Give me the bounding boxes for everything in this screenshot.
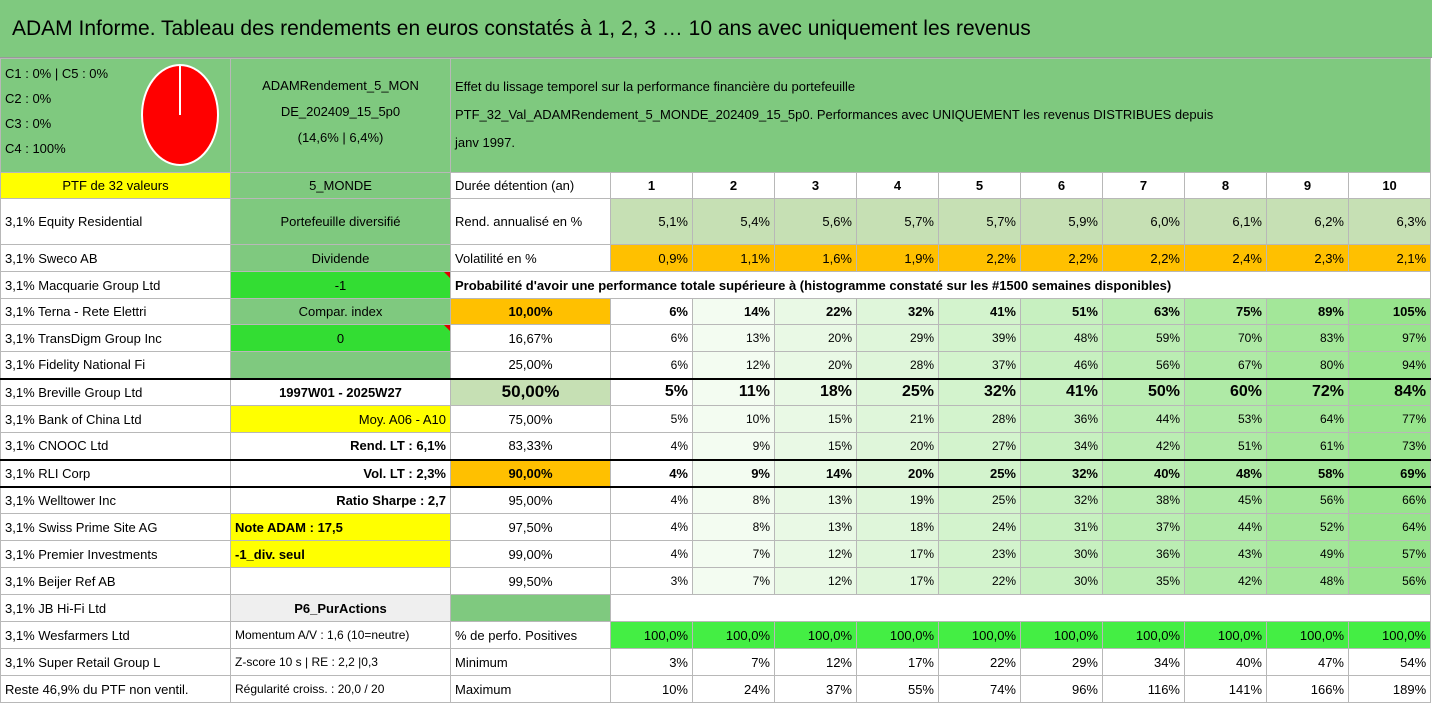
proba-value-cell[interactable]: 32% xyxy=(857,299,939,325)
proba-threshold-cell[interactable]: 90,00% xyxy=(451,460,611,487)
proba-value-cell[interactable]: 6% xyxy=(611,325,693,352)
proba-value-cell[interactable]: 73% xyxy=(1349,433,1431,460)
holding-cell[interactable]: 3,1% Wesfarmers Ltd xyxy=(1,622,231,649)
allocation-line: C2 : 0% xyxy=(5,91,52,106)
proba-value-cell[interactable]: 43% xyxy=(1185,541,1267,568)
proba-threshold-cell[interactable]: 25,00% xyxy=(451,352,611,379)
holding-cell[interactable]: 3,1% Welltower Inc xyxy=(1,487,231,514)
min-value-cell[interactable]: 54% xyxy=(1349,649,1431,676)
proba-value-cell[interactable]: 20% xyxy=(775,352,857,379)
proba-value-cell[interactable]: 18% xyxy=(857,514,939,541)
proba-value-cell[interactable]: 11% xyxy=(693,379,775,406)
holding-cell[interactable]: 3,1% TransDigm Group Inc xyxy=(1,325,231,352)
proba-value-cell[interactable]: 51% xyxy=(1185,433,1267,460)
proba-value-cell[interactable]: 39% xyxy=(939,325,1021,352)
vol-value-cell[interactable]: 2,3% xyxy=(1267,245,1349,272)
proba-value-cell[interactable]: 30% xyxy=(1021,541,1103,568)
blank-cell[interactable] xyxy=(611,595,1431,622)
proba-value-cell[interactable]: 66% xyxy=(1349,487,1431,514)
proba-value-cell[interactable]: 25% xyxy=(857,379,939,406)
holding-cell[interactable]: 3,1% Bank of China Ltd xyxy=(1,406,231,433)
info-cell[interactable]: Z-score 10 s | RE : 2,2 |0,3 xyxy=(231,649,451,676)
proba-value-cell[interactable]: 30% xyxy=(1021,568,1103,595)
max-value-cell[interactable]: 55% xyxy=(857,676,939,703)
proba-threshold-cell[interactable]: 75,00% xyxy=(451,406,611,433)
proba-value-cell[interactable]: 44% xyxy=(1185,514,1267,541)
year-header-cell[interactable]: 6 xyxy=(1021,173,1103,199)
proba-value-cell[interactable]: 44% xyxy=(1103,406,1185,433)
proba-value-cell[interactable]: 27% xyxy=(939,433,1021,460)
proba-value-cell[interactable]: 12% xyxy=(775,568,857,595)
proba-value-cell[interactable]: 42% xyxy=(1103,433,1185,460)
proba-value-cell[interactable]: 36% xyxy=(1103,541,1185,568)
proba-value-cell[interactable]: 94% xyxy=(1349,352,1431,379)
vol-value-cell[interactable]: 0,9% xyxy=(611,245,693,272)
info-cell[interactable]: 0 xyxy=(231,325,451,352)
proba-value-cell[interactable]: 84% xyxy=(1349,379,1431,406)
proba-value-cell[interactable]: 6% xyxy=(611,352,693,379)
info-cell[interactable]: Momentum A/V : 1,6 (10=neutre) xyxy=(231,622,451,649)
proba-value-cell[interactable]: 56% xyxy=(1103,352,1185,379)
allocation-line: C4 : 100% xyxy=(5,141,66,156)
description-line: PTF_32_Val_ADAMRendement_5_MONDE_202409_15_5p0. Performances avec UNIQUEMENT les revenus DISTRIBUES depuis xyxy=(455,107,1214,122)
holding-cell[interactable]: 3,1% RLI Corp xyxy=(1,460,231,487)
holding-cell[interactable]: 3,1% Fidelity National Fi xyxy=(1,352,231,379)
proba-value-cell[interactable]: 49% xyxy=(1267,541,1349,568)
proba-value-cell[interactable]: 56% xyxy=(1349,568,1431,595)
pos-value-cell[interactable]: 100,0% xyxy=(693,622,775,649)
proba-value-cell[interactable]: 36% xyxy=(1021,406,1103,433)
proba-value-cell[interactable]: 10% xyxy=(693,406,775,433)
proba-value-cell[interactable]: 22% xyxy=(775,299,857,325)
info-cell[interactable]: Portefeuille diversifié xyxy=(231,199,451,245)
max-value-cell[interactable]: 116% xyxy=(1103,676,1185,703)
proba-value-cell[interactable]: 51% xyxy=(1021,299,1103,325)
proba-value-cell[interactable]: 70% xyxy=(1185,325,1267,352)
proba-value-cell[interactable]: 22% xyxy=(939,568,1021,595)
description-cell xyxy=(451,59,1431,173)
proba-value-cell[interactable]: 7% xyxy=(693,541,775,568)
pos-value-cell[interactable]: 100,0% xyxy=(1349,622,1431,649)
info-cell[interactable]: -1 xyxy=(231,272,451,299)
info-cell[interactable]: Ratio Sharpe : 2,7 xyxy=(231,487,451,514)
year-header-cell[interactable]: 1 xyxy=(611,173,693,199)
proba-threshold-cell[interactable]: 99,50% xyxy=(451,568,611,595)
holding-cell[interactable]: 3,1% Sweco AB xyxy=(1,245,231,272)
proba-value-cell[interactable]: 32% xyxy=(1021,460,1103,487)
proba-value-cell[interactable]: 56% xyxy=(1267,487,1349,514)
year-header-cell[interactable]: 10 xyxy=(1349,173,1431,199)
proba-title-cell[interactable]: Probabilité d'avoir une performance totale supérieure à (histogramme constaté sur les #1500 semaines disponibles) xyxy=(451,272,1431,299)
proba-value-cell[interactable]: 59% xyxy=(1103,325,1185,352)
proba-value-cell[interactable]: 41% xyxy=(1021,379,1103,406)
proba-threshold-cell[interactable]: 50,00% xyxy=(451,379,611,406)
proba-value-cell[interactable]: 29% xyxy=(857,325,939,352)
proba-value-cell[interactable]: 77% xyxy=(1349,406,1431,433)
fund-name-line: ADAMRendement_5_MON xyxy=(262,78,419,93)
info-cell[interactable]: Compar. index xyxy=(231,299,451,325)
performance-table xyxy=(0,58,1431,703)
holding-cell[interactable]: 3,1% Swiss Prime Site AG xyxy=(1,514,231,541)
rend-value-cell[interactable]: 5,6% xyxy=(775,199,857,245)
info-cell[interactable] xyxy=(231,352,451,379)
proba-value-cell[interactable]: 14% xyxy=(693,299,775,325)
pos-value-cell[interactable]: 100,0% xyxy=(857,622,939,649)
proba-value-cell[interactable]: 19% xyxy=(857,487,939,514)
allocation-cell xyxy=(1,59,231,173)
proba-value-cell[interactable]: 15% xyxy=(775,433,857,460)
max-value-cell[interactable]: 24% xyxy=(693,676,775,703)
max-value-cell[interactable]: 10% xyxy=(611,676,693,703)
proba-value-cell[interactable]: 32% xyxy=(939,379,1021,406)
pos-value-cell[interactable]: 100,0% xyxy=(939,622,1021,649)
proba-value-cell[interactable]: 37% xyxy=(1103,514,1185,541)
holding-cell[interactable]: 3,1% Super Retail Group L xyxy=(1,649,231,676)
info-cell[interactable]: Régularité croiss. : 20,0 / 20 xyxy=(231,676,451,703)
vol-value-cell[interactable]: 1,9% xyxy=(857,245,939,272)
year-header-cell[interactable]: 3 xyxy=(775,173,857,199)
proba-value-cell[interactable]: 12% xyxy=(775,541,857,568)
rend-label-cell[interactable]: Rend. annualisé en % xyxy=(451,199,611,245)
year-header-cell[interactable]: 9 xyxy=(1267,173,1349,199)
proba-value-cell[interactable]: 83% xyxy=(1267,325,1349,352)
holding-cell[interactable]: 3,1% Equity Residential xyxy=(1,199,231,245)
proba-value-cell[interactable]: 4% xyxy=(611,514,693,541)
proba-value-cell[interactable]: 50% xyxy=(1103,379,1185,406)
proba-value-cell[interactable]: 58% xyxy=(1267,460,1349,487)
proba-value-cell[interactable]: 14% xyxy=(775,460,857,487)
proba-value-cell[interactable]: 13% xyxy=(775,514,857,541)
proba-threshold-cell[interactable]: 97,50% xyxy=(451,514,611,541)
proba-value-cell[interactable]: 4% xyxy=(611,460,693,487)
holding-cell[interactable]: 3,1% Macquarie Group Ltd xyxy=(1,272,231,299)
proba-value-cell[interactable]: 3% xyxy=(611,568,693,595)
rend-value-cell[interactable]: 5,9% xyxy=(1021,199,1103,245)
description-line: janv 1997. xyxy=(455,135,515,150)
pos-value-cell[interactable]: 100,0% xyxy=(1267,622,1349,649)
holding-cell[interactable]: 3,1% Premier Investments xyxy=(1,541,231,568)
proba-value-cell[interactable]: 6% xyxy=(611,299,693,325)
fund-name-line: DE_202409_15_5p0 xyxy=(280,104,401,119)
proba-value-cell[interactable]: 61% xyxy=(1267,433,1349,460)
max-value-cell[interactable]: 74% xyxy=(939,676,1021,703)
pos-value-cell[interactable]: 100,0% xyxy=(1103,622,1185,649)
proba-value-cell[interactable]: 21% xyxy=(857,406,939,433)
min-value-cell[interactable]: 29% xyxy=(1021,649,1103,676)
info-cell[interactable]: P6_PurActions xyxy=(231,595,451,622)
rend-value-cell[interactable]: 5,7% xyxy=(939,199,1021,245)
proba-value-cell[interactable]: 64% xyxy=(1349,514,1431,541)
rend-value-cell[interactable]: 5,7% xyxy=(857,199,939,245)
min-value-cell[interactable]: 47% xyxy=(1267,649,1349,676)
proba-value-cell[interactable]: 28% xyxy=(939,406,1021,433)
proba-value-cell[interactable]: 89% xyxy=(1267,299,1349,325)
vol-value-cell[interactable]: 1,1% xyxy=(693,245,775,272)
rend-value-cell[interactable]: 5,1% xyxy=(611,199,693,245)
rend-value-cell[interactable]: 6,3% xyxy=(1349,199,1431,245)
holding-cell[interactable]: 3,1% Breville Group Ltd xyxy=(1,379,231,406)
proba-value-cell[interactable]: 46% xyxy=(1021,352,1103,379)
vol-value-cell[interactable]: 2,1% xyxy=(1349,245,1431,272)
proba-value-cell[interactable]: 4% xyxy=(611,433,693,460)
proba-value-cell[interactable]: 41% xyxy=(939,299,1021,325)
vol-label-cell[interactable]: Volatilité en % xyxy=(451,245,611,272)
holding-cell[interactable]: 3,1% CNOOC Ltd xyxy=(1,433,231,460)
pos-value-cell[interactable]: 100,0% xyxy=(775,622,857,649)
proba-threshold-cell[interactable]: 16,67% xyxy=(451,325,611,352)
report-title: ADAM Informe. Tableau des rendements en euros constatés à 1, 2, 3 … 10 ans avec uniquement les revenus xyxy=(0,0,1432,58)
proba-threshold-cell[interactable]: 83,33% xyxy=(451,433,611,460)
max-value-cell[interactable]: 141% xyxy=(1185,676,1267,703)
fund-name-line: (14,6% | 6,4%) xyxy=(297,130,384,145)
min-label-cell[interactable]: Minimum xyxy=(451,649,611,676)
proba-value-cell[interactable]: 35% xyxy=(1103,568,1185,595)
proba-value-cell[interactable]: 7% xyxy=(693,568,775,595)
duration-label-cell[interactable]: Durée détention (an) xyxy=(451,173,611,199)
proba-value-cell[interactable]: 8% xyxy=(693,514,775,541)
proba-value-cell[interactable]: 18% xyxy=(775,379,857,406)
max-value-cell[interactable]: 189% xyxy=(1349,676,1431,703)
proba-value-cell[interactable]: 52% xyxy=(1267,514,1349,541)
proba-value-cell[interactable]: 67% xyxy=(1185,352,1267,379)
proba-value-cell[interactable]: 72% xyxy=(1267,379,1349,406)
zone-label-cell[interactable]: 5_MONDE xyxy=(231,173,451,199)
info-cell[interactable]: -1_div. seul xyxy=(231,541,451,568)
min-value-cell[interactable]: 3% xyxy=(611,649,693,676)
description-line: Effet du lissage temporel sur la performance financière du portefeuille xyxy=(455,79,856,94)
rend-value-cell[interactable]: 5,4% xyxy=(693,199,775,245)
proba-value-cell[interactable]: 4% xyxy=(611,541,693,568)
year-header-cell[interactable]: 7 xyxy=(1103,173,1185,199)
pos-value-cell[interactable]: 100,0% xyxy=(611,622,693,649)
max-value-cell[interactable]: 96% xyxy=(1021,676,1103,703)
holding-cell[interactable]: 3,1% Terna - Rete Elettri xyxy=(1,299,231,325)
proba-value-cell[interactable]: 48% xyxy=(1021,325,1103,352)
vol-value-cell[interactable]: 2,2% xyxy=(1021,245,1103,272)
proba-value-cell[interactable]: 25% xyxy=(939,460,1021,487)
blank-green-cell[interactable] xyxy=(451,595,611,622)
proba-value-cell[interactable]: 28% xyxy=(857,352,939,379)
fund-name-cell xyxy=(231,59,451,173)
min-value-cell[interactable]: 40% xyxy=(1185,649,1267,676)
proba-value-cell[interactable]: 13% xyxy=(775,487,857,514)
proba-value-cell[interactable]: 15% xyxy=(775,406,857,433)
year-header-cell[interactable]: 5 xyxy=(939,173,1021,199)
proba-value-cell[interactable]: 5% xyxy=(611,379,693,406)
proba-value-cell[interactable]: 53% xyxy=(1185,406,1267,433)
min-value-cell[interactable]: 7% xyxy=(693,649,775,676)
max-value-cell[interactable]: 37% xyxy=(775,676,857,703)
vol-value-cell[interactable]: 2,4% xyxy=(1185,245,1267,272)
rend-value-cell[interactable]: 6,2% xyxy=(1267,199,1349,245)
proba-value-cell[interactable]: 32% xyxy=(1021,487,1103,514)
year-header-cell[interactable]: 8 xyxy=(1185,173,1267,199)
proba-value-cell[interactable]: 17% xyxy=(857,541,939,568)
proba-value-cell[interactable]: 48% xyxy=(1267,568,1349,595)
allocation-pie-chart xyxy=(140,63,220,173)
proba-value-cell[interactable]: 20% xyxy=(857,433,939,460)
proba-threshold-cell[interactable]: 95,00% xyxy=(451,487,611,514)
proba-value-cell[interactable]: 105% xyxy=(1349,299,1431,325)
proba-value-cell[interactable]: 57% xyxy=(1349,541,1431,568)
info-cell[interactable]: Moy. A06 - A10 xyxy=(231,406,451,433)
rend-value-cell[interactable]: 6,0% xyxy=(1103,199,1185,245)
proba-value-cell[interactable]: 37% xyxy=(939,352,1021,379)
proba-value-cell[interactable]: 8% xyxy=(693,487,775,514)
holding-cell[interactable]: 3,1% Beijer Ref AB xyxy=(1,568,231,595)
proba-value-cell[interactable]: 9% xyxy=(693,433,775,460)
proba-value-cell[interactable]: 80% xyxy=(1267,352,1349,379)
proba-value-cell[interactable]: 13% xyxy=(693,325,775,352)
rend-value-cell[interactable]: 6,1% xyxy=(1185,199,1267,245)
proba-value-cell[interactable]: 31% xyxy=(1021,514,1103,541)
info-cell[interactable] xyxy=(231,568,451,595)
min-value-cell[interactable]: 17% xyxy=(857,649,939,676)
vol-value-cell[interactable]: 2,2% xyxy=(939,245,1021,272)
proba-value-cell[interactable]: 63% xyxy=(1103,299,1185,325)
proba-value-cell[interactable]: 69% xyxy=(1349,460,1431,487)
proba-value-cell[interactable]: 64% xyxy=(1267,406,1349,433)
proba-value-cell[interactable]: 60% xyxy=(1185,379,1267,406)
proba-value-cell[interactable]: 42% xyxy=(1185,568,1267,595)
proba-value-cell[interactable]: 38% xyxy=(1103,487,1185,514)
proba-value-cell[interactable]: 17% xyxy=(857,568,939,595)
proba-value-cell[interactable]: 45% xyxy=(1185,487,1267,514)
allocation-line: C3 : 0% xyxy=(5,116,52,131)
proba-value-cell[interactable]: 75% xyxy=(1185,299,1267,325)
proba-value-cell[interactable]: 9% xyxy=(693,460,775,487)
max-value-cell[interactable]: 166% xyxy=(1267,676,1349,703)
proba-threshold-cell[interactable]: 99,00% xyxy=(451,541,611,568)
max-label-cell[interactable]: Maximum xyxy=(451,676,611,703)
proba-value-cell[interactable]: 97% xyxy=(1349,325,1431,352)
proba-value-cell[interactable]: 12% xyxy=(693,352,775,379)
proba-value-cell[interactable]: 4% xyxy=(611,487,693,514)
proba-value-cell[interactable]: 25% xyxy=(939,487,1021,514)
proba-value-cell[interactable]: 24% xyxy=(939,514,1021,541)
info-cell[interactable]: Vol. LT : 2,3% xyxy=(231,460,451,487)
proba-threshold-cell[interactable]: 10,00% xyxy=(451,299,611,325)
info-cell[interactable]: Dividende xyxy=(231,245,451,272)
info-cell[interactable]: 1997W01 - 2025W27 xyxy=(231,379,451,406)
allocation-line: C1 : 0% | C5 : 0% xyxy=(5,66,109,81)
info-cell[interactable]: Note ADAM : 17,5 xyxy=(231,514,451,541)
proba-value-cell[interactable]: 40% xyxy=(1103,460,1185,487)
info-cell[interactable]: Rend. LT : 6,1% xyxy=(231,433,451,460)
pos-value-cell[interactable]: 100,0% xyxy=(1185,622,1267,649)
year-header-cell[interactable]: 4 xyxy=(857,173,939,199)
pos-label-cell[interactable]: % de perfo. Positives xyxy=(451,622,611,649)
proba-value-cell[interactable]: 23% xyxy=(939,541,1021,568)
holding-cell[interactable]: 3,1% JB Hi-Fi Ltd xyxy=(1,595,231,622)
vol-value-cell[interactable]: 1,6% xyxy=(775,245,857,272)
proba-value-cell[interactable]: 20% xyxy=(857,460,939,487)
ptf-label-cell[interactable]: PTF de 32 valeurs xyxy=(1,173,231,199)
pos-value-cell[interactable]: 100,0% xyxy=(1021,622,1103,649)
proba-value-cell[interactable]: 48% xyxy=(1185,460,1267,487)
min-value-cell[interactable]: 12% xyxy=(775,649,857,676)
proba-value-cell[interactable]: 20% xyxy=(775,325,857,352)
proba-value-cell[interactable]: 5% xyxy=(611,406,693,433)
holding-cell[interactable]: Reste 46,9% du PTF non ventil. xyxy=(1,676,231,703)
min-value-cell[interactable]: 22% xyxy=(939,649,1021,676)
vol-value-cell[interactable]: 2,2% xyxy=(1103,245,1185,272)
min-value-cell[interactable]: 34% xyxy=(1103,649,1185,676)
year-header-cell[interactable]: 2 xyxy=(693,173,775,199)
proba-value-cell[interactable]: 34% xyxy=(1021,433,1103,460)
